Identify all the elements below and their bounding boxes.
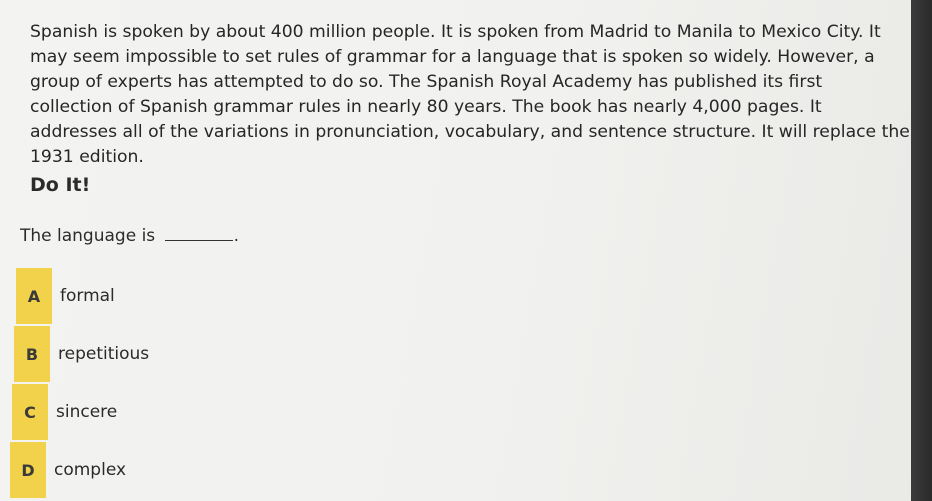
answer-blank xyxy=(165,226,233,241)
question-period: . xyxy=(233,226,239,246)
reading-passage: Spanish is spoken by about 400 million people. It is spoken from Madrid to Manila to Mexico City. It may seem impossible to set rules of grammar for a language that is spoken so widely. However, a group of experts has attempted to do so. The Spanish Royal Academy has published its first collection of Spanish grammar rules in nearly 80 years. The book has nearly 4,000 pages. It addresses all of the variations in pronunciation, vocabulary, and sentence structure. It will replace the 1931 edition. xyxy=(30,22,910,167)
question-text: The language is xyxy=(20,226,156,246)
option-label: sincere xyxy=(56,402,118,422)
option-letter-badge: B xyxy=(14,326,50,382)
option-label: formal xyxy=(60,286,115,306)
option-letter-badge: A xyxy=(16,268,52,324)
answer-option-d[interactable] xyxy=(10,442,126,498)
option-letter-badge: D xyxy=(10,442,46,498)
option-label: complex xyxy=(54,460,127,480)
screen-edge-bar xyxy=(911,0,932,501)
answer-option-b[interactable] xyxy=(14,326,149,382)
option-label: repetitious xyxy=(58,344,150,364)
answer-option-a[interactable] xyxy=(16,268,115,324)
section-title: Do It! xyxy=(30,174,91,196)
option-letter-badge: C xyxy=(12,384,48,440)
question-prompt xyxy=(20,226,239,246)
answer-option-c[interactable] xyxy=(12,384,117,440)
